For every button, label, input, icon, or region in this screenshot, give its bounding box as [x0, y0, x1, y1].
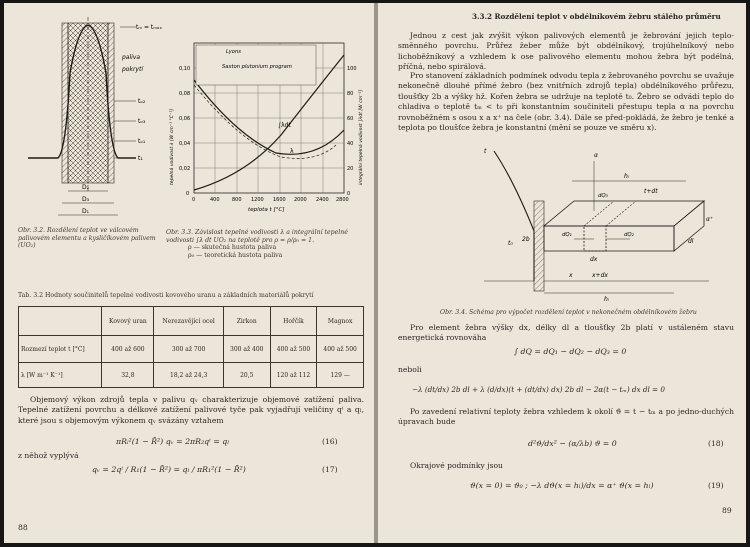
equation-19-number: (19) [708, 481, 724, 490]
table-row [19, 363, 364, 388]
table-cell: 400 až 500 [317, 336, 364, 363]
table-title: Tab. 3.2 Hodnoty součinitelů tepelné vodivosti kovového uranu a základních materiálů pokrytí [18, 292, 314, 299]
left-paragraph-1: Objemový výkon zdrojů tepla v palivu qᵥ charakterizuje objemové zatížení paliva. Tepelné zatížení povrchu a délkové zatížení palivové tyče pak vyjadřují veličiny qⁱ a qₗ, které jsou s objemovým výkonem qᵥ svázány vztahem [18, 395, 364, 425]
fig2-y-left-tick: 0,06 [179, 116, 191, 122]
fig2-x-tick: 2000 [294, 197, 307, 203]
table-cell: Rozmezí teplot t [°C] [19, 336, 102, 363]
fig1-dim-d3: D₃ [82, 196, 90, 203]
fig4-caption: Obr. 3.4. Schéma pro výpočet rozdělení teplot v nekonečném obdélníkovém žebru [440, 309, 697, 316]
table-header-cell: Nerezavějící ocel [154, 307, 224, 336]
fig1-caption-number: Obr. 3.2. [18, 227, 46, 234]
fig2-x-tick: 400 [210, 197, 220, 203]
conductivity-table [18, 306, 364, 388]
fig4-label-dx: dx [590, 256, 598, 263]
fig2-x-tick: 800 [232, 197, 242, 203]
fig2-caption [166, 229, 364, 259]
fig1-label-t1: t₁ [138, 155, 143, 162]
left-page-number: 88 [18, 523, 28, 532]
table-cell: 18,2 až 24,3 [154, 363, 224, 388]
fig1-label-pokryti: pokrytí [122, 66, 143, 73]
equation-16: πRᵢ²(1 − R̄²) qᵥ = 2πR₂qⁱ = qₗ [116, 437, 230, 446]
fig2-x-axis-label: teplota t [°C] [248, 207, 285, 213]
right-page-number: 89 [722, 506, 732, 515]
fig2-x-tick: 1200 [251, 197, 264, 203]
table-header-cell [19, 307, 102, 336]
fig2-x-tick: 2800 [336, 197, 349, 203]
rectangular-fin-figure [474, 141, 724, 301]
fig4-label-dq3: dQ₃ [598, 193, 608, 199]
fig4-label-dq1: dQ₁ [562, 232, 572, 238]
table-cell: 300 až 400 [223, 336, 270, 363]
fig1-label-to1: tₒ₁ [138, 138, 146, 145]
table-cell: 129 — [317, 363, 364, 388]
table-cell: 400 až 500 [270, 336, 317, 363]
fig2-note-rho: ρ — skutečná hustota paliva [188, 244, 277, 252]
fig4-label-xdx: x+dx [592, 272, 608, 279]
fig4-label-2b: 2b [522, 236, 530, 243]
left-page [4, 3, 374, 543]
fig2-legend-lyons: Lyons [226, 49, 241, 55]
right-paragraph-1: Jednou z cest jak zvýšit výkon palivových elementů je žebrování jejich teplo-směnného povrchu. Průřez žeber může být obdélníkový, trojúhelníkový nebo lichoběžníkový a vzhledem k ose palivového elementu mohou žebra být podélná, příčná, nebo spirálová. [398, 31, 734, 72]
table-cell: 20,5 [223, 363, 270, 388]
fig4-label-dq2: dQ₂ [624, 232, 634, 238]
fig2-y-right-tick: 80 [347, 91, 354, 97]
fig2-x-tick: 0 [192, 197, 196, 203]
fig2-y-right-tick: 60 [347, 116, 354, 122]
fig2-y-left-tick: 0,02 [179, 166, 191, 172]
fig2-y-left-tick: 0,04 [179, 141, 191, 147]
fig1-label-tmax: tₘ = tₘₐₓ [136, 24, 163, 31]
fig4-label-tdt: t+dt [644, 188, 658, 195]
fig1-label-paliva: paliva [122, 54, 141, 61]
equation-energy-balance: ∫ dQ = dQ₁ − dQ₂ − dQ₃ = 0 [514, 347, 627, 356]
fig2-legend-saxton: Saxton plutonium program [222, 64, 292, 70]
fig2-curve-label-lambda: λ [290, 148, 294, 155]
fig2-y-right-axis-label: integrální tepelná vodivost ∫λdt [W cm⁻¹] [359, 89, 364, 185]
table-cell: 400 až 600 [102, 336, 154, 363]
fig4-label-x: x [569, 272, 573, 279]
fig2-y-right-tick: 0 [347, 191, 351, 197]
fig4-label-alpha: α [594, 152, 598, 159]
fig2-note-rho0: ρ₀ — teoretická hustota paliva [188, 251, 283, 259]
fig2-y-right-tick: 100 [347, 66, 357, 72]
right-paragraph-2: Pro stanovení základních podmínek odvodu tepla z žebrovaného povrchu se uvažuje nekonečně dlouhé přímé žebro (bez vnitřních zdrojů tepla) obdélníkového průřezu, tloušťky 2b a výšky hž. Kořen žebra se udržuje na teplotě t₀. Žebro se odvádí teplo do chladiva o teplotě tₘ < t₀ při konstantním součiniteli přestupu tepla α na povrchu rovnoběžném s osou x a x⁺ na čele (obr. 3.4). Dále se před-pokládá, že žebro je tenké a teplota po tloušťce žebra je konstantní (mění se pouze ve směru x). [398, 71, 734, 133]
fig4-label-t0: t₀ [508, 240, 513, 247]
fig1-caption-text: Rozdělení teplot ve válcovém palivovém elementu a kysličíkovém palivem (UO₂) [18, 227, 156, 250]
fig2-x-tick: 2400 [316, 197, 329, 203]
book-spread [4, 3, 746, 543]
fig2-y-left-axis-label: tepelná vodivost λ [W cm⁻¹ °C⁻¹] [170, 108, 175, 185]
fig2-x-tick: 1600 [273, 197, 286, 203]
fig2-caption-number: Obr. 3.3. [166, 229, 194, 236]
fig4-label-hl-top: hₗ [624, 173, 629, 180]
fig4-label-dl: dl [688, 238, 694, 245]
fig2-y-left-tick: 0,08 [179, 91, 191, 97]
fig4-label-t: t [484, 148, 487, 155]
equation-18-number: (18) [708, 439, 724, 448]
equation-expanded: −λ (dt/dx) 2b dl + λ (d/dx)(t + (dt/dx) dx) 2b dl − 2α(t − tₘ) dx dl = 0 [412, 385, 665, 394]
equation-19: ϑ(x = 0) = ϑ₀ ; −λ dϑ(x = hₗ)/dx = α⁺ ϑ(x = hₗ) [470, 481, 654, 490]
table-header-cell: Hořčík [270, 307, 317, 336]
fig1-dim-d1: D₁ [82, 208, 90, 215]
fig4-label-alpha-plus: α⁺ [706, 216, 714, 223]
table-cell: 300 až 700 [154, 336, 224, 363]
equation-17: qᵥ = 2qⁱ / R₁(1 − R̄²) = qₗ / πR₁²(1 − R̄²) [92, 465, 246, 474]
right-paragraph-4: neboli [398, 365, 422, 374]
fig2-caption-text: Závislost tepelné vodivosti λ a integrální tepelné vodivosti ∫λ dt UO₂ na teplotě pro ρ = ρ/ρ₀ = 1. [166, 229, 348, 244]
fig1-dim-d2: D₂ [82, 184, 90, 191]
fig2-y-right-tick: 20 [347, 166, 354, 172]
right-paragraph-3: Pro element žebra výšky dx, délky dl a tloušťky 2b platí v ustáleném stavu energetická rovnováha [398, 323, 734, 343]
right-page [378, 3, 746, 543]
fig2-curve-label-integral: ∫λdt [278, 122, 291, 129]
fig1-label-to3: tₒ₃ [138, 118, 146, 125]
fig4-label-hl-bottom: hₗ [604, 296, 609, 301]
table-cell: λ [W m⁻¹ K⁻¹] [19, 363, 102, 388]
equation-17-number: (17) [322, 465, 338, 474]
table-header-row [19, 307, 364, 336]
fuel-element-temperature-figure [18, 13, 168, 223]
left-paragraph-2: z něhož vyplývá [18, 451, 79, 460]
fig2-y-left-tick: 0 [186, 191, 190, 197]
fig1-label-to2: tₒ₂ [138, 98, 146, 105]
fig2-y-right-tick: 40 [347, 141, 354, 147]
table-header-cell: Magnox [317, 307, 364, 336]
right-paragraph-5: Po zavedení relativní teploty žebra vzhledem k okolí ϑ = t − tₘ a po jedno-duchých úpravach bude [398, 407, 734, 427]
fig2-y-left-tick: 0,10 [179, 66, 191, 72]
table-header-cell: Kovový uran [102, 307, 154, 336]
table-row [19, 336, 364, 363]
equation-18: d²ϑ/dx² − (α/λb) ϑ = 0 [528, 439, 617, 448]
thermal-conductivity-chart [166, 35, 366, 225]
equation-16-number: (16) [322, 437, 338, 446]
table-cell: 32,8 [102, 363, 154, 388]
table-cell: 120 až 112 [270, 363, 317, 388]
right-paragraph-6: Okrajové podmínky jsou [410, 461, 503, 470]
section-header: 3.3.2 Rozdělení teplot v obdélníkovém žebru stálého průměru [472, 12, 721, 21]
fig1-caption [18, 227, 156, 250]
table-header-cell: Zirkon [223, 307, 270, 336]
